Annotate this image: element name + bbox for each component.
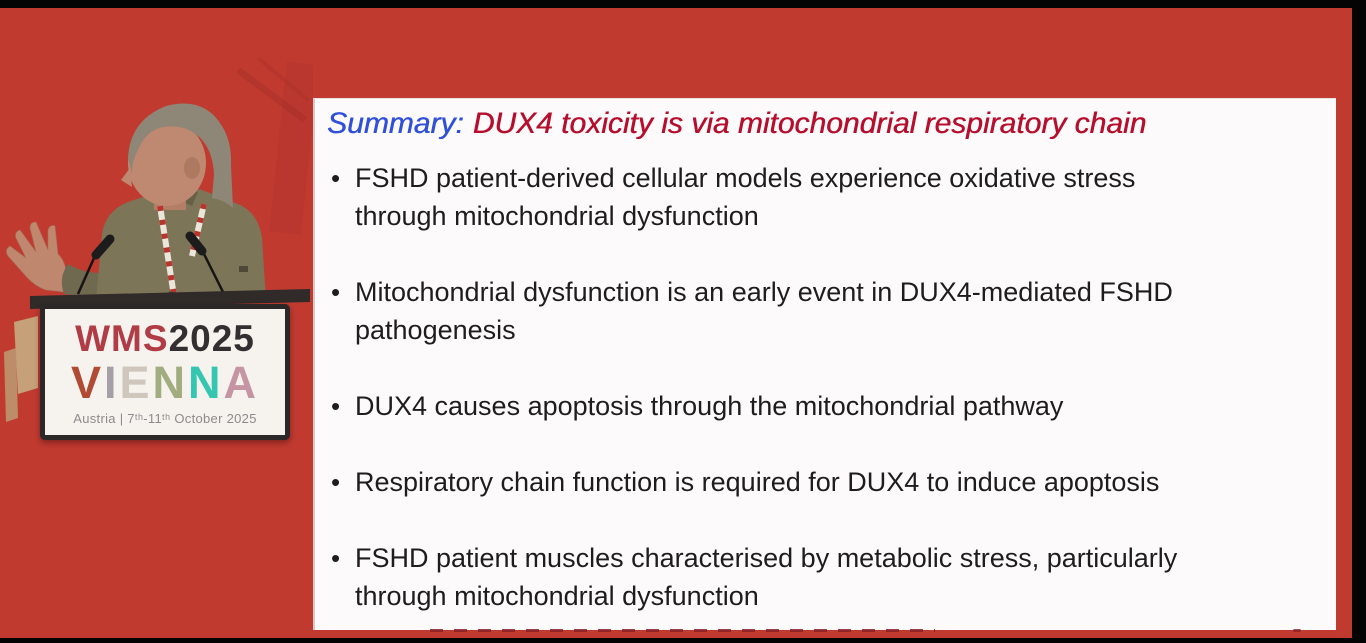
slide-title (327, 105, 1324, 143)
podium-side-edge (14, 316, 38, 394)
bullet-line: FSHD patient muscles characterised by metabolic stress, particularly (355, 543, 1178, 573)
vienna-letter: I (103, 356, 120, 408)
logo-year-text: 2025 (168, 317, 255, 359)
speaker-ear (184, 157, 200, 179)
bullet-text (355, 463, 1324, 501)
presentation-slide (313, 98, 1336, 630)
letterbox-bottom (0, 638, 1366, 643)
bullet-marker: • (331, 543, 341, 573)
slide-title-label: Summary: (327, 107, 464, 140)
vienna-letter: N (152, 356, 189, 408)
conference-stage (0, 8, 1352, 638)
letterbox-right (1352, 0, 1366, 643)
curtain-fold-shadows (238, 58, 313, 234)
podium-sign (40, 304, 290, 440)
vienna-letter: N (188, 356, 224, 408)
bullet-line: through mitochondrial dysfunction (355, 201, 759, 231)
wms2025-logo (75, 317, 255, 359)
bullet-list (327, 159, 1324, 615)
bullet-text (355, 159, 1324, 235)
vienna-letter: A (223, 356, 260, 408)
bullet-marker: • (331, 277, 341, 307)
bullet-line: DUX4 causes apoptosis through the mitochondrial pathway (355, 391, 1064, 421)
speaker-person (6, 104, 266, 303)
bullet-text (355, 539, 1324, 615)
cutoff-footer-text (430, 629, 935, 632)
bullet-line: Mitochondrial dysfunction is an early event in DUX4-mediated FSHD (355, 277, 1173, 307)
bullet-marker: • (331, 467, 341, 497)
vienna-letter: V (70, 356, 104, 408)
vienna-letter: E (119, 356, 153, 408)
bullet-line: pathogenesis (355, 315, 516, 345)
logo-wms-text: WMS (75, 317, 169, 359)
bullet-item (331, 539, 1324, 615)
bullet-marker: • (331, 391, 341, 421)
slide-title-text: DUX4 toxicity is via mitochondrial respiratory chain (472, 107, 1147, 140)
podium-side-edge-lower (4, 348, 18, 422)
cutoff-footer-logo-dot (1293, 629, 1301, 632)
bullet-item (331, 387, 1324, 425)
shirt-pocket-mark (239, 266, 248, 272)
bullet-line: Respiratory chain function is required for DUX4 to induce apoptosis (355, 467, 1160, 497)
letterbox-top (0, 0, 1366, 8)
vienna-logo (70, 356, 260, 408)
speaker-hand (6, 222, 66, 292)
bullet-item (331, 463, 1324, 501)
bullet-item (331, 273, 1324, 349)
bullet-line: through mitochondrial dysfunction (355, 581, 759, 611)
bullet-text (355, 387, 1324, 425)
bullet-text (355, 273, 1324, 349)
bullet-marker: • (331, 163, 341, 193)
bullet-item (331, 159, 1324, 235)
sign-location-dates: Austria | 7ᵗʰ-11ᵗʰ October 2025 (73, 410, 257, 426)
bullet-line: FSHD patient-derived cellular models experience oxidative stress (355, 163, 1136, 193)
